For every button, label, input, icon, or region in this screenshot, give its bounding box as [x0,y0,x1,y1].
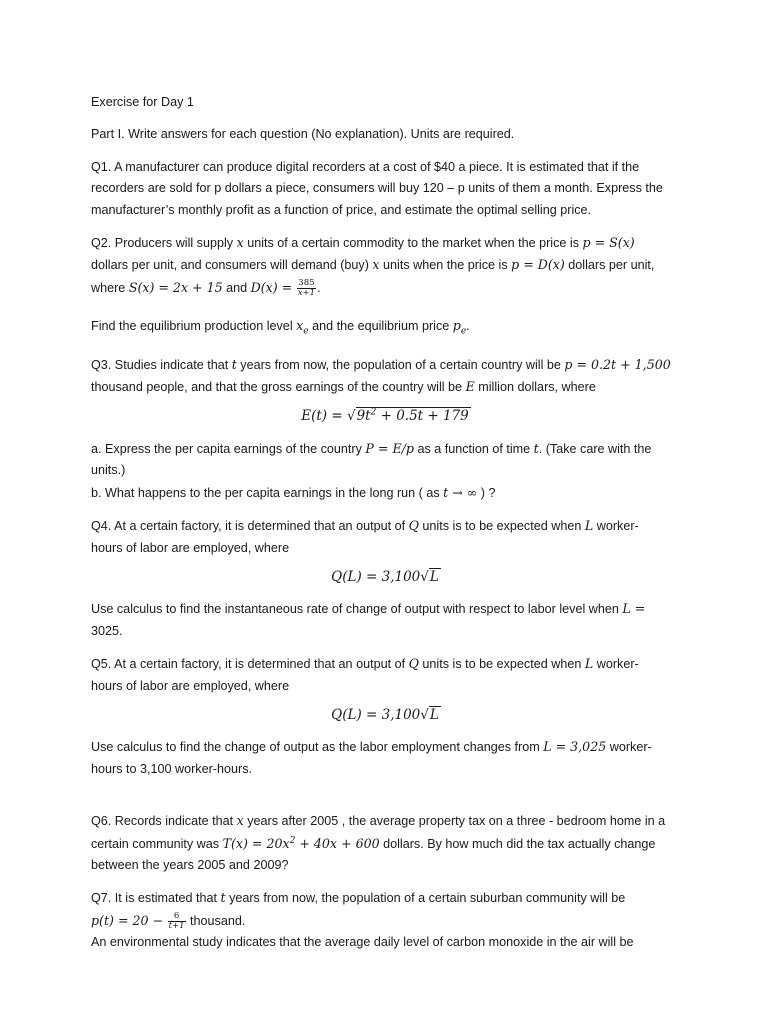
tax-term: T(x) = 20x [222,835,290,851]
q2-text: dollars per unit, [568,258,655,273]
equation-lhs: Q(L) = 3,100 [331,706,421,723]
question-3 [91,354,681,504]
question-1 [91,157,681,221]
q2-text: dollars per unit, and consumers will demand (buy) [91,258,369,273]
q4-text: units is to be expected when [422,519,582,534]
q3-text: . (Take care with the [538,441,652,456]
q1-line-3: manufacturer’s monthly profit as a function of price, and estimate the optimal selling price. [91,202,592,217]
question-2 [91,232,681,338]
fraction-numerator: 6 [168,912,186,922]
q7-var-t: t [220,890,226,906]
q5-line-3 [91,736,681,758]
q4-line-4: 3025. [91,623,123,638]
q7-line-2 [91,910,681,932]
part-note: Units are required. [410,127,515,142]
sqrt-sign: $√9t^2 + 0.5t + 179$ [346,407,469,425]
q5-line-2: hours of labor are employed, where [91,678,290,693]
q4-var-q: Q [408,518,419,534]
q5-line-1 [91,653,681,675]
q3-text: as a function of time [417,441,531,456]
fraction-numerator: 385 [298,278,315,289]
q4-line-2: hours of labor are employed, where [91,540,290,555]
exercise-document [91,92,681,954]
q1-line-2: recorders are sold for p dollars a piece, consumers will buy 120 – p units of them a month. Express the [91,181,663,196]
q5-text: worker- [596,657,639,672]
q2-equilibrium-price [452,318,467,337]
subscript-e: e [460,326,467,337]
subscript-e: e [303,326,309,337]
q2-var-x: x [372,257,380,273]
q6-text: Q6. Records indicate that [91,814,234,829]
question-6 [91,810,681,876]
q3-per-capita-eq: P = E/p [365,440,414,456]
exponent: 2 [289,835,296,846]
q3-var-t: t [533,440,539,456]
q4-labor-eq: L = [622,601,646,617]
q3-text: a. Express the per capita earnings of the country [91,441,362,456]
q7-line-1 [91,887,681,909]
q3-text: million dollars, where [478,380,596,395]
question-7 [91,887,681,953]
q6-line-2 [91,833,681,855]
tax-term: + 40x + 600 [295,835,380,851]
q5-labor-eq: L = 3,025 [543,739,607,755]
q3-var-e: E [465,379,475,395]
document-title: Exercise for Day 1 [91,95,194,109]
q3-line-4: units.) [91,463,126,478]
q2-text: Q2. Producers will supply [91,236,234,251]
q3-line-2 [91,376,681,398]
q5-var-q: Q [408,656,419,672]
equation-lhs: Q(L) = 3,100 [331,568,421,585]
radicand: L [429,568,439,585]
radicand-term: 9t [356,408,371,425]
q5-text: units is to be expected when [422,657,582,672]
q2-text: units of a certain commodity to the market when the price is [247,236,579,251]
q6-text: years after 2005 , the average property tax on a three - bedroom home in a [247,814,666,829]
q4-text: worker- [596,519,639,534]
q2-equilibrium-level [296,318,309,337]
q7-line-3: An environmental study indicates that the average daily level of carbon monoxide in the air will be [91,935,634,950]
q3-line-1 [91,354,681,376]
q5-output-equation [91,705,681,726]
q2-demand-eq: p = D(x) [511,257,565,273]
fraction-denominator: x+1 [297,288,316,299]
q3-text: ) ? [480,485,496,500]
radicand [356,407,471,424]
q2-text: units when the price is [383,258,508,273]
q5-text: worker- [609,740,652,755]
q4-line-1 [91,515,681,537]
q3-var-t: t [231,356,237,372]
q3-line-5 [91,482,681,504]
q2-period: . [466,319,470,334]
q2-demand-function: D(x) = [250,279,293,295]
q3-population-eq: p = 0.2t + 1,500 [564,356,671,372]
q2-text: Find the equilibrium production level [91,319,293,334]
q4-output-equation [91,567,681,588]
question-5 [91,653,681,780]
part-heading [91,124,681,145]
q6-text: certain community was [91,836,220,851]
var-p: p [452,318,461,334]
q2-line-3 [91,277,681,299]
q2-fraction [297,279,316,298]
q7-population-function: p(t) = 20 − [91,912,164,928]
q2-text: and [226,280,248,295]
q7-text: Q7. It is estimated that [91,891,217,906]
q4-text: Use calculus to find the instantaneous rate of change of output with respect to labor level when [91,602,619,617]
q4-text: Q4. At a certain factory, it is determined that an output of [91,519,406,534]
q3-text: thousand people, and that the gross earnings of the country will be [91,380,463,395]
q5-line-4: hours to 3,100 worker-hours. [91,761,253,776]
q3-text: Q3. Studies indicate that [91,357,229,372]
q2-line-4 [91,315,681,337]
q2-text: where [91,280,126,295]
q3-text: years from now, the population of a certain country will be [240,357,561,372]
q3-line-3 [91,438,681,460]
fraction-denominator: t+1 [168,920,185,931]
q7-fraction [168,912,186,931]
q1-line-1: Q1. A manufacturer can produce digital recorders at a cost of $40 a piece. It is estimated that if the [91,159,640,174]
q6-var-x: x [236,813,244,829]
q4-var-l: L [584,518,594,534]
q3-limit-expression: t → ∞ [443,484,478,500]
var-x: x [296,318,304,334]
q5-text: Q5. At a certain factory, it is determined that an output of [91,657,406,672]
q7-text: thousand. [190,913,246,928]
sqrt-sign: √L [420,568,439,585]
exponent: 2 [370,407,377,418]
equation-lhs: E(t) = [301,408,343,425]
q2-supply-eq: p = S(x) [582,235,635,251]
q2-text: and the equilibrium price [312,319,450,334]
q4-line-3 [91,598,681,620]
q2-line-2 [91,254,681,276]
radicand-term: + 0.5t + 179 [376,408,469,425]
q7-text: years from now, the population of a certain suburban community will be [229,891,626,906]
q3-text: b. What happens to the per capita earnings in the long run ( as [91,485,440,500]
q2-period: . [317,280,321,295]
q6-text: dollars. By how much did the tax actually change [383,836,656,851]
q5-var-l: L [584,656,594,672]
q3-earnings-equation [91,406,681,427]
q6-line-1 [91,810,681,832]
q2-supply-function: S(x) = 2x + 15 [128,279,223,295]
radicand: L [429,706,439,723]
q6-tax-function [223,836,380,851]
question-4 [91,515,681,642]
q5-text: Use calculus to find the change of output as the labor employment changes from [91,740,540,755]
q2-var-x: x [236,235,244,251]
part-heading-text: Part I. Write answers for each question (No explanation). [91,127,408,142]
q2-line-1 [91,232,681,254]
sqrt-sign: √L [420,706,439,723]
q6-line-3: between the years 2005 and 2009? [91,857,289,872]
